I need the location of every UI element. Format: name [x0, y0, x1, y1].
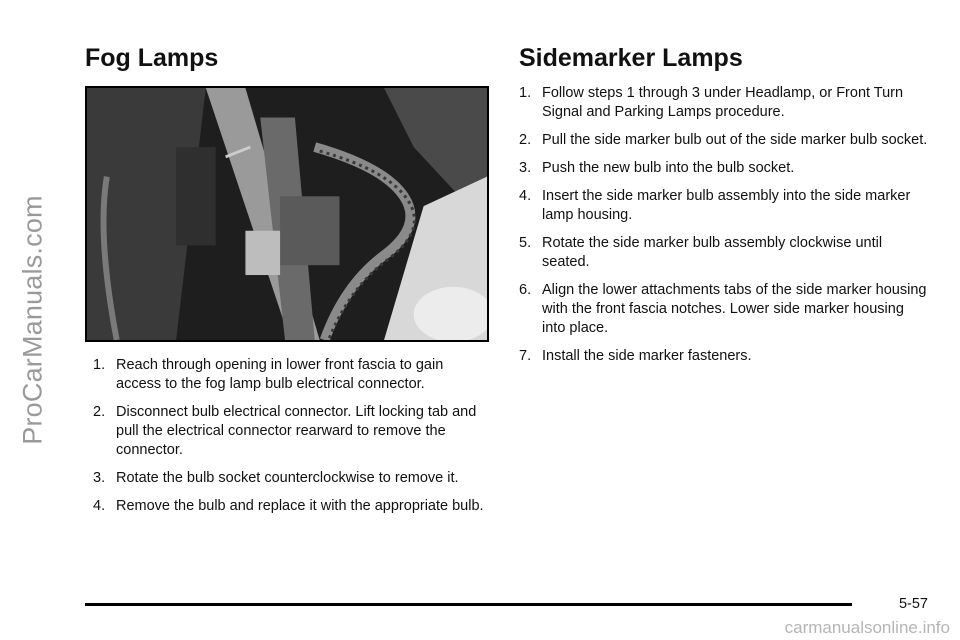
fog-lamp-photo [85, 86, 489, 342]
list-item: 6. Align the lower attachments tabs of the side marker housing with the front fascia notches. Lower side marker housing into place. [519, 282, 927, 336]
list-item: 4. Insert the side marker bulb assembly into the side marker lamp housing. [519, 188, 911, 223]
page-number: 5-57 [898, 596, 928, 612]
list-item: 2. Disconnect bulb electrical connector. Lift locking tab and pull the electrical connector rearward to remove the connector. [93, 404, 477, 458]
list-item: 7. Install the side marker fasteners. [519, 348, 752, 364]
sidemarker-lamps-steps [519, 84, 929, 366]
fog-lamps-section [85, 40, 490, 525]
list-item: 3. Push the new bulb into the bulb socket. [519, 160, 795, 176]
list-item: 3. Rotate the bulb socket counterclockwise to remove it. [93, 470, 459, 486]
list-item: 2. Pull the side marker bulb out of the side marker bulb socket. [519, 132, 928, 148]
list-item: 4. Remove the bulb and replace it with the appropriate bulb. [93, 498, 484, 514]
list-item: 1. Follow steps 1 through 3 under Headlamp, or Front Turn Signal and Parking Lamps procedure. [519, 85, 904, 120]
list-item: 5. Rotate the side marker bulb assembly clockwise until seated. [519, 235, 883, 270]
list-item: 1. Reach through opening in lower front fascia to gain access to the fog lamp bulb electrical connector. [93, 357, 444, 392]
fog-lamps-heading: Fog Lamps [85, 44, 219, 72]
fog-lamp-photo-illustration [87, 88, 487, 340]
fog-lamps-steps [85, 356, 490, 516]
footer-rule [85, 603, 852, 606]
sidemarker-lamps-section [519, 40, 929, 375]
side-watermark-text: ProCarManuals.com [17, 195, 48, 445]
bottom-watermark: carmanualsonline.info [784, 618, 950, 637]
side-watermark [8, 0, 58, 640]
sidemarker-lamps-heading: Sidemarker Lamps [519, 44, 743, 72]
